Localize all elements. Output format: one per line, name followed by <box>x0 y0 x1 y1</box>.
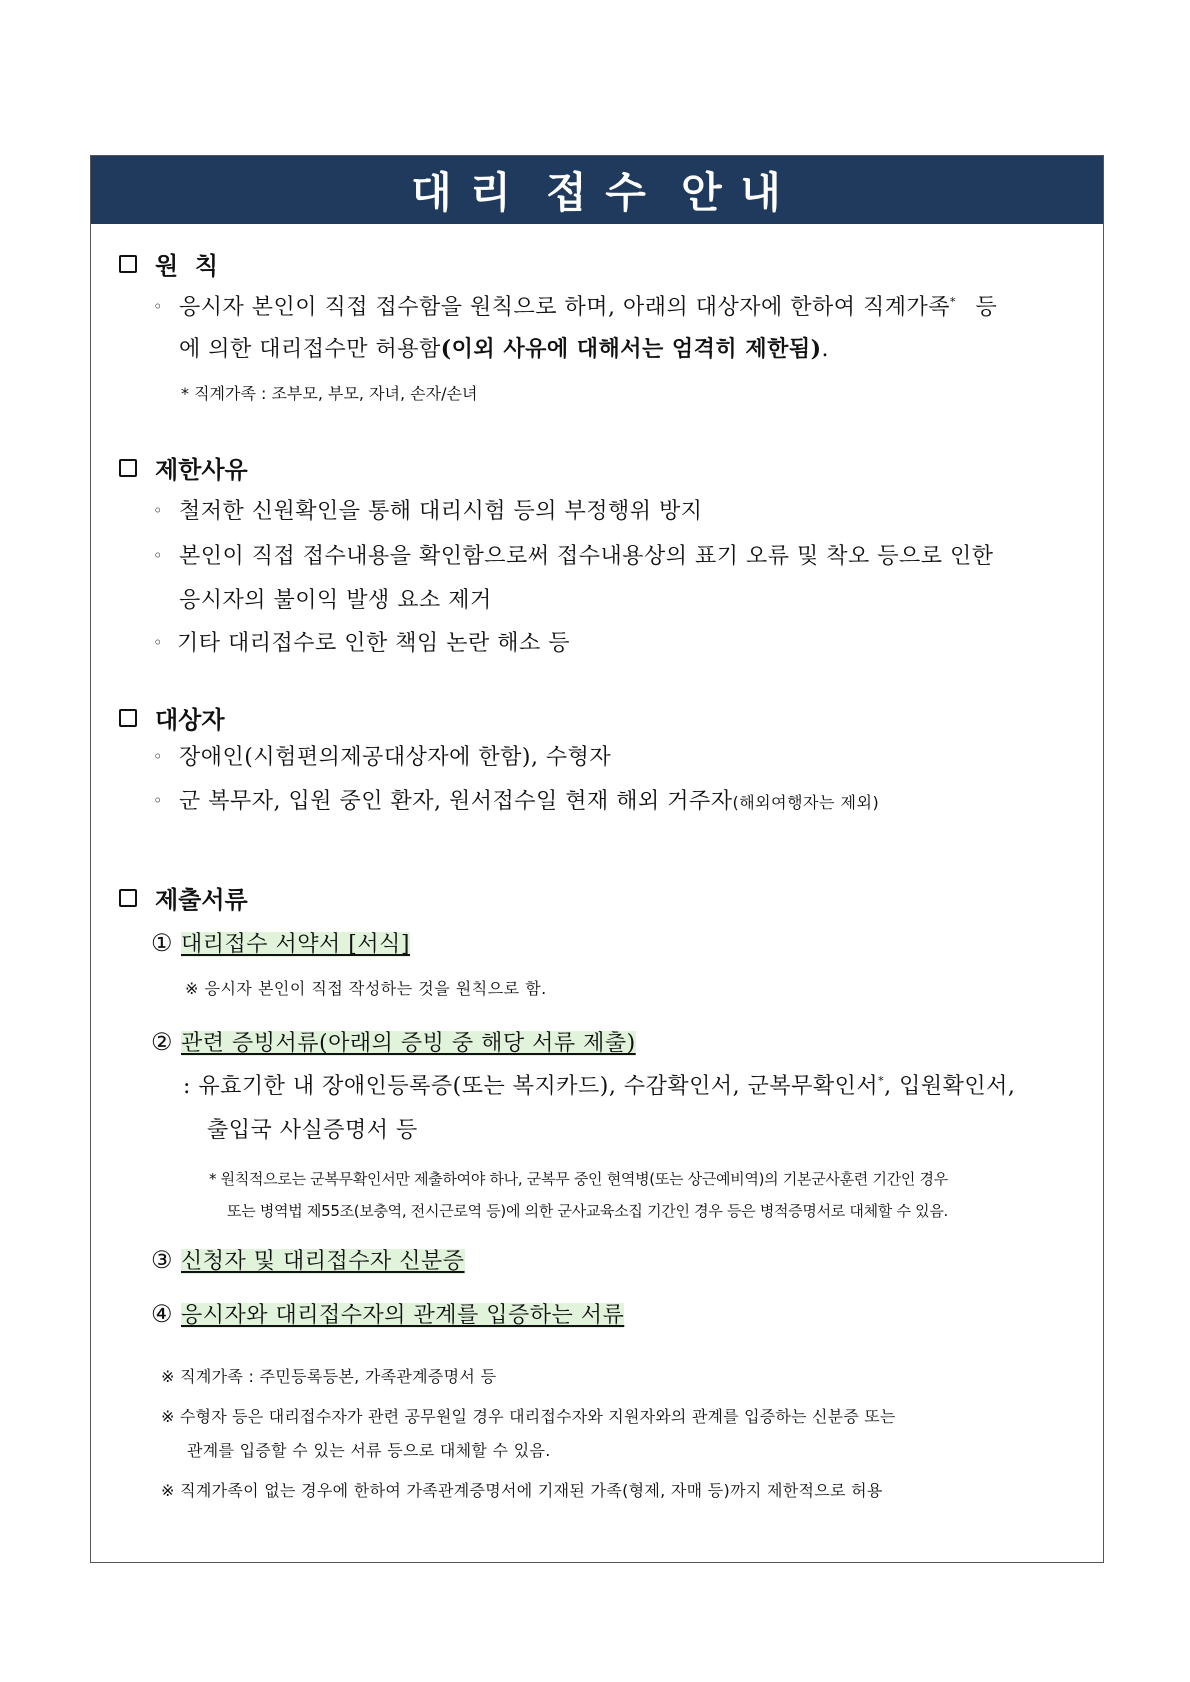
section-heading-principle: 원 칙 <box>119 246 218 281</box>
checkbox-square-icon <box>119 889 137 907</box>
principle-line-1: 응시자 본인이 직접 접수함을 원칙으로 하며, 아래의 대상자에 한하여 직계가족* 등 <box>179 295 998 320</box>
document-2-note-continued: 또는 병역법 제55조(보충역, 전시근로역 등)에 의한 군사교육소집 기간인 경우 등은 병적증명서로 대체할 수 있음. <box>227 1202 948 1220</box>
section-heading-targets: 대상자 <box>119 700 225 735</box>
target-item: 장애인(시험편의제공대상자에 한함), 수형자 <box>179 745 612 770</box>
document-2-line-2: 출입국 사실증명서 등 <box>207 1118 418 1143</box>
reason-item: 철저한 신원확인을 통해 대리시험 등의 부정행위 방지 <box>179 499 703 524</box>
principle-note: * 직계가족 : 조부모, 부모, 자녀, 손자/손녀 <box>181 384 478 403</box>
bullet-icon: ◦ <box>153 791 163 810</box>
document-note: ※ 직계가족이 없는 경우에 한하여 가족관계증명서에 기재된 가족(형제, 자매 등)까지 제한적으로 허용 <box>161 1481 883 1500</box>
bullet-icon: ◦ <box>153 546 163 565</box>
bullet-icon: ◦ <box>153 747 163 766</box>
document-2-note: * 원칙적으로는 군복무확인서만 제출하여야 하나, 군복무 중인 현역병(또는 상근예비역)의 기본군사훈련 기간인 경우 <box>209 1170 948 1188</box>
checkbox-square-icon <box>119 255 137 273</box>
document-note-continued: 관계를 입증할 수 있는 서류 등으로 대체할 수 있음. <box>187 1441 551 1460</box>
document-note: ※ 직계가족 : 주민등록등본, 가족관계증명서 등 <box>161 1367 497 1386</box>
target-item: 군 복무자, 입원 중인 환자, 원서접수일 현재 해외 거주자(해외여행자는 제외) <box>179 789 880 814</box>
page-title: 대 리 접 수 안 내 <box>91 156 1103 224</box>
section-heading-documents: 제출서류 <box>119 880 248 915</box>
document-item-3: ③ 신청자 및 대리접수자 신분증 <box>151 1246 465 1274</box>
document-item-4: ④ 응시자와 대리접수자의 관계를 입증하는 서류 <box>151 1300 625 1328</box>
document-item-1: ① 대리접수 서약서 [서식] <box>151 929 410 957</box>
notice-frame <box>90 155 1104 1563</box>
checkbox-square-icon <box>119 709 137 727</box>
bullet-icon: ◦ <box>153 633 163 652</box>
reason-item-continued: 응시자의 불이익 발생 요소 제거 <box>179 588 492 613</box>
reason-item: 기타 대리접수로 인한 책임 논란 해소 등 <box>177 631 570 656</box>
principle-line-2: 에 의한 대리접수만 허용함(이외 사유에 대해서는 엄격히 제한됨). <box>179 336 830 362</box>
bullet-icon: ◦ <box>153 501 163 520</box>
document-item-2: ② 관련 증빙서류(아래의 증빙 중 해당 서류 제출) <box>151 1028 636 1056</box>
reason-item: 본인이 직접 접수내용을 확인함으로써 접수내용상의 표기 오류 및 착오 등으로 인한 <box>179 544 994 569</box>
document-note: ※ 수형자 등은 대리접수자가 관련 공무원일 경우 대리접수자와 지원자와의 관계를 입증하는 신분증 또는 <box>161 1407 896 1426</box>
bullet-icon: ◦ <box>153 297 163 316</box>
document-1-note: ※ 응시자 본인이 직접 작성하는 것을 원칙으로 함. <box>185 979 547 998</box>
section-heading-reasons: 제한사유 <box>119 450 248 485</box>
document-2-line-1: : 유효기한 내 장애인등록증(또는 복지카드), 수감확인서, 군복무확인서*, 입원확인서, <box>183 1074 1016 1099</box>
checkbox-square-icon <box>119 459 137 477</box>
